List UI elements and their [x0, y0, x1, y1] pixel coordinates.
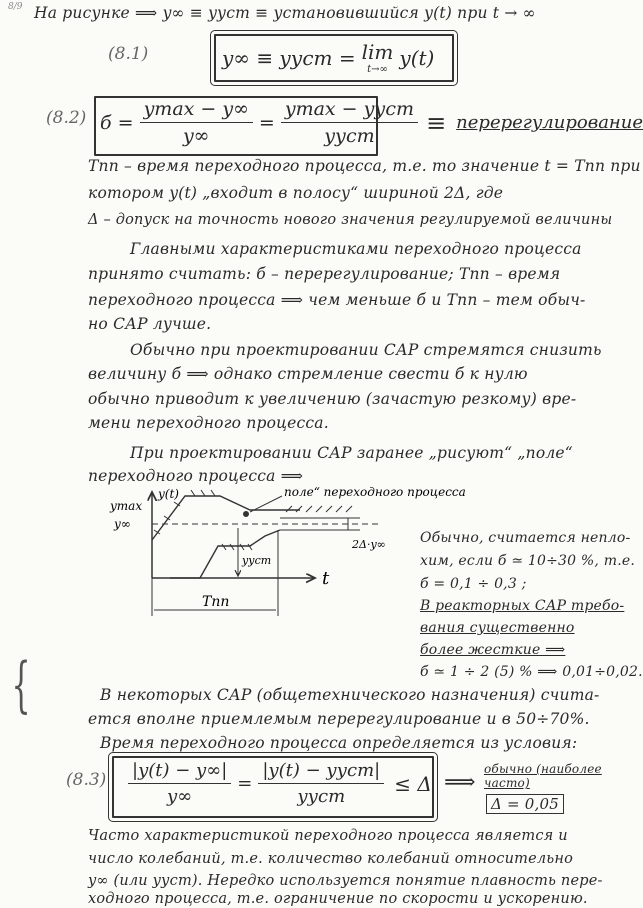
side-note-3: б = 0,1 ÷ 0,3 ; — [420, 576, 527, 592]
eq82-equals: = — [258, 111, 275, 134]
side-note-5: вания существенно — [420, 620, 575, 636]
equation-number-8-1: (8.1) — [108, 44, 149, 64]
y-axis-label: y(t) — [158, 487, 179, 501]
text-line-11: но САР лучше. — [88, 315, 212, 333]
eq83-num2: |y(t) − yуст| — [258, 760, 384, 784]
text-line-8: Главными характеристиками переходного процесса — [130, 240, 582, 258]
eq83-den1: y∞ — [167, 786, 193, 807]
eq82-equiv: ≡ — [426, 108, 447, 137]
text-line-16: При проектировании САР заранее „рисуют“ „поле“ — [130, 444, 573, 462]
transient-response-graph — [100, 485, 466, 648]
eq83-fraction-1 — [128, 760, 231, 807]
text-line-1: На рисунке ⟹ y∞ ≡ yуст ≡ установившийся y(t) при t → ∞ — [34, 4, 536, 22]
eq83-tail: ≤ Δ — [394, 771, 432, 796]
text-line-17: переходного процесса ⟹ — [88, 467, 304, 485]
side-note-2: хим, если б ≃ 10÷30 %, т.е. — [420, 553, 635, 569]
eq82-fraction-1 — [140, 98, 253, 147]
eq83-note — [484, 762, 634, 790]
eq82-fraction-2 — [281, 98, 418, 147]
equation-8-2 — [100, 98, 643, 147]
band-label: 2Δ·y∞ — [352, 538, 386, 551]
text-line-7: Δ – допуск на точность нового значения регулируемой величины — [88, 212, 613, 228]
limit — [362, 40, 394, 75]
eq82-sigma: б = — [100, 111, 134, 134]
side-note-4: В реакторных САР требо- — [420, 598, 625, 614]
eq83-fraction-2 — [258, 760, 384, 807]
text-line-18: В некоторых САР (общетехнического назначения) счита- — [100, 686, 600, 704]
eq83-note-text: обычно (наиболее часто) — [484, 762, 602, 790]
lower-hatch — [222, 544, 252, 550]
equation-number-8-3: (8.3) — [66, 770, 107, 790]
text-line-5: Tпп – время переходного процесса, т.е. то значение t = Tпп при — [88, 157, 641, 175]
text-line-23: y∞ (или yуст). Нередко используется понятие плавность пере- — [88, 873, 603, 889]
text-line-9: принято считать: б – перерегулирование; Tпп – время — [88, 265, 561, 283]
eq82-den1: y∞ — [182, 125, 210, 147]
equation-number-8-2: (8.2) — [46, 108, 87, 128]
eq81-rhs: y(t) — [399, 45, 435, 70]
field-label: поле“ переходного процесса — [284, 485, 466, 499]
text-line-24: ходного процесса, т.е. ограничение по скорости и ускорению. — [88, 891, 588, 907]
text-line-15: мени переходного процесса. — [88, 414, 329, 432]
lim-under: t→∞ — [367, 64, 388, 75]
field-point — [243, 511, 249, 517]
text-line-14: обычно приводит к увеличению (зачастую резкому) вре- — [88, 390, 577, 408]
eq83-num1: |y(t) − y∞| — [128, 760, 231, 784]
text-line-10: переходного процесса ⟹ чем меньше б и Tпп – тем обыч- — [88, 291, 586, 309]
ymax-label: ymax — [110, 499, 143, 513]
eq83-arrow: ⟹ — [444, 770, 476, 795]
eq81-lhs: y∞ ≡ yуст = — [222, 45, 356, 70]
side-note-1: Обычно, считается непло- — [420, 530, 631, 546]
text-line-6: котором y(t) „входит в полосу“ шириной 2Δ, где — [88, 184, 504, 202]
corner-mark: 8/9 — [8, 2, 23, 12]
side-note-6: более жесткие ⟹ — [420, 642, 566, 658]
text-line-12: Обычно при проектировании САР стремятся снизить — [130, 341, 602, 359]
text-line-21: Часто характеристикой переходного процесса является и — [88, 828, 568, 844]
text-line-19: ется вполне приемлемым перерегулирование и в 50÷70%. — [88, 710, 590, 728]
eq82-name: перерегулирование — [456, 112, 643, 133]
eq82-num2: ymax − yуст — [281, 98, 418, 123]
equation-8-1 — [222, 40, 434, 75]
side-note-7: б ≃ 1 ÷ 2 (5) % ⟹ 0,01÷0,02. — [420, 664, 643, 680]
x-axis-label: t — [322, 568, 330, 589]
band-hatch-upper — [286, 506, 352, 512]
eq82-num1: ymax − y∞ — [140, 98, 253, 123]
text-line-13: величину б ⟹ однако стремление свести б к нулю — [88, 365, 528, 383]
equation-8-3 — [122, 760, 432, 807]
eq83-equals: = — [237, 773, 253, 794]
eq83-den2: yуст — [297, 786, 346, 807]
yust-label: yуст — [242, 554, 272, 567]
text-line-20: Время переходного процесса определяется из условия: — [100, 734, 578, 752]
eq83-delta-box: Δ = 0,05 — [486, 794, 564, 814]
eq82-den2: yуст — [324, 125, 375, 147]
lim-text: lim — [361, 40, 394, 64]
tpp-label: Tпп — [202, 594, 230, 610]
margin-brace: { — [11, 650, 31, 720]
yinf-label: y∞ — [114, 517, 131, 531]
text-line-22: число колебаний, т.е. количество колебаний относительно — [88, 851, 574, 867]
